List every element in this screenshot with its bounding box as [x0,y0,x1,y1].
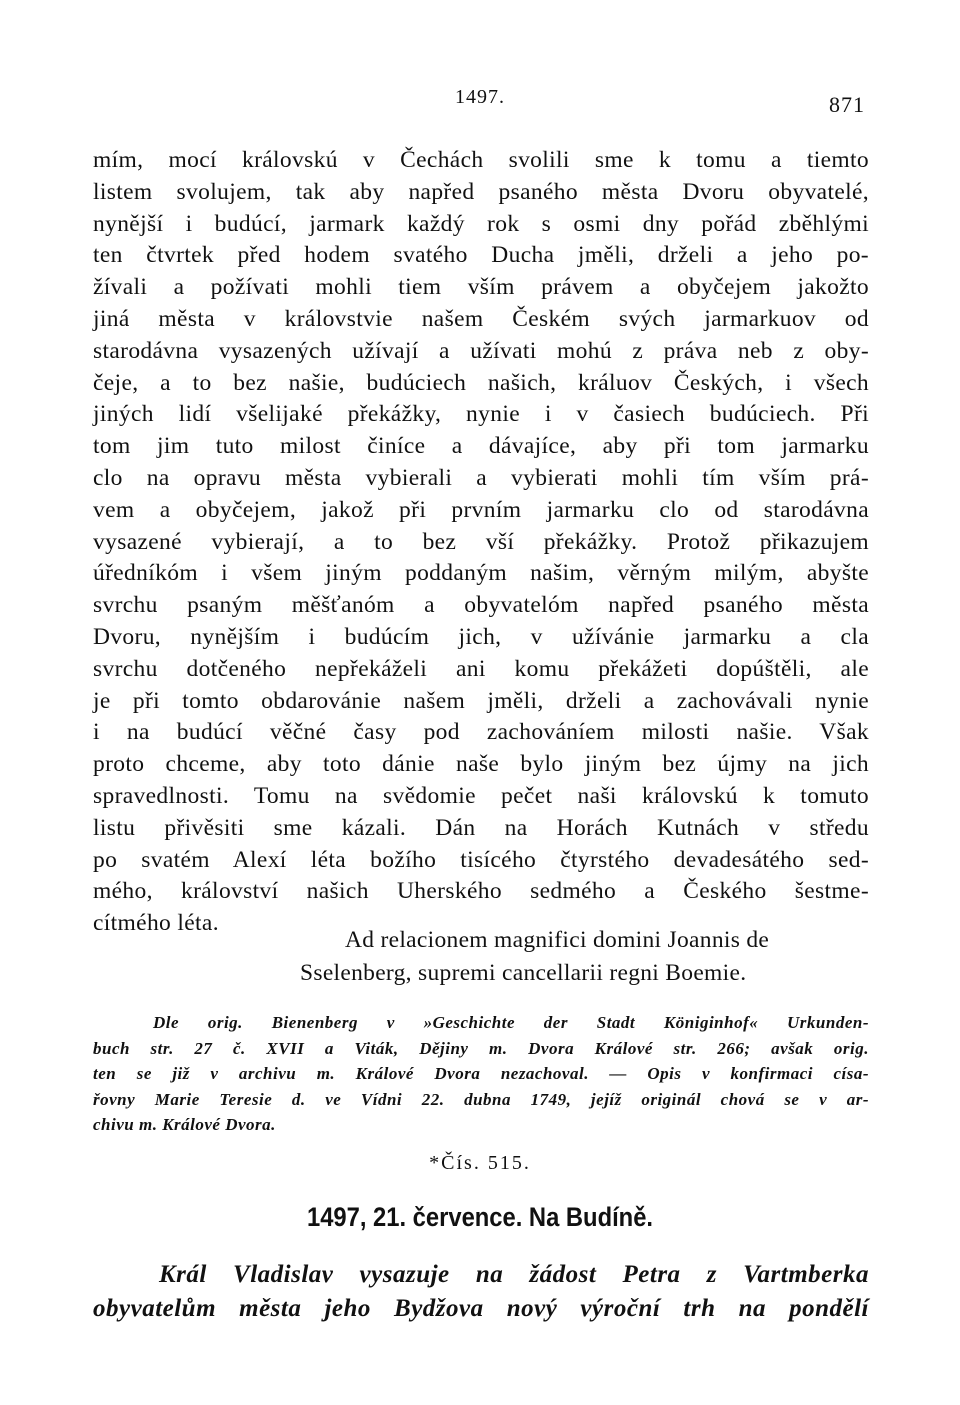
body-line: čeje, a to bez našie, budúciech našich, králuov Českých, i všech [93,369,869,396]
body-line: mím, mocí královskú v Čechách svolili sme k tomu a tiemto [93,147,869,173]
body-line: svrchu psaným měšťanóm a obyvatelóm napřed psaného města [93,592,869,619]
charter-body-text [93,145,869,940]
body-line: nynější i budúcí, jarmark každý rok s osmi dny pořád zběhlými [93,210,869,237]
chancery-note [300,924,870,990]
body-line: vysazené vybierají, a to bez vší překážky. Protož přikazujem [93,528,869,555]
body-line: svrchu dotčeného nepřekáželi ani komu překážeti dopúštěli, ale [93,655,869,682]
body-line: vem a obyčejem, jakož při prvním jarmarku clo od starodávna [93,496,869,523]
body-line: spravedlnosti. Tomu na svědomie pečet naši královskú k tomuto [93,782,869,809]
summary-line: Král Vladislav vysazuje na žádost Petra z Vartmberka [159,1261,869,1288]
chancery-note-line: Ad relacionem magnifici domini Joannis de [345,927,770,953]
source-note-line: buch str. 27 č. XVII a Viták, Dějiny m. Dvora Králové str. 266; avšak orig. [93,1038,869,1058]
body-line: po svatém Alexí léta božího tisícého čtyrstého devadesátého sed- [93,846,869,873]
source-note-line: řovny Marie Teresie d. ve Vídni 22. dubna 1749, jejíž originál chová se v ar- [93,1089,869,1109]
source-note-line: Dle orig. Bienenberg v »Geschichte der Stadt Königinhof« Urkunden- [153,1013,869,1032]
body-line: úředníkóm i všem jiným poddaným našim, věrným milým, abyšte [93,560,869,587]
source-note-line: chivu m. Králové Dvora. [93,1115,276,1134]
summary-line: obyvatelům města jeho Bydžova nový výroční trh na pondělí [93,1295,869,1322]
source-note [93,1010,869,1138]
body-line: je při tomto obdarovánie našem jměli, drželi a zachovávali nynie [93,687,869,714]
document-number: *Čís. 515. [429,1152,531,1174]
body-line: ten čtvrtek před hodem svatého Ducha jměli, drželi a jeho po- [93,242,869,269]
body-line: cítmého léta. [93,910,219,937]
body-line: i na budúcí věčné časy pod zachováníem milosti našie. Však [93,719,869,746]
document-heading: 1497, 21. července. Na Budíně. [306,1202,654,1232]
body-line: žívali a požívati mohli tiem vším právem a obyčejem jakožto [93,274,869,301]
chancery-note-line: Sselenberg, supremi cancellarii regni Boemie. [300,960,747,986]
body-line: mého, království našich Uherského sedmého a Českého šestme- [93,878,869,905]
page-number: 871 [829,92,865,117]
body-line: listem svolujem, tak aby napřed psaného města Dvoru obyvatelé, [93,178,869,205]
body-line: Dvoru, nynějším i budúcím jich, v užívánie jarmarku a cla [93,623,869,650]
running-header-year: 1497. [455,86,505,108]
source-note-line: ten se již v archivu m. Králové Dvora nezachoval. — Opis v konfirmaci císa- [93,1064,869,1083]
body-line: listu přivěsiti sme kázali. Dán na Horách Kutnách v středu [93,814,869,841]
body-line: starodávna vysazených užívají a užívati mohú z práva neb z oby- [93,337,869,364]
body-line: tom jim tuto milost činíce a dávajíce, aby při tom jarmarku [93,433,869,460]
body-line: clo na opravu města vybierali a vybierati mohli tím vším prá- [93,464,869,491]
document-summary [93,1258,869,1326]
body-line: proto chceme, aby toto dánie naše bylo jiným bez újmy na jich [93,751,869,778]
body-line: jiná města v královstvie našem Českém svých jarmarkuov od [93,305,869,332]
body-line: jiných lidí všelijaké překážky, nynie i v časiech budúciech. Při [93,401,869,428]
